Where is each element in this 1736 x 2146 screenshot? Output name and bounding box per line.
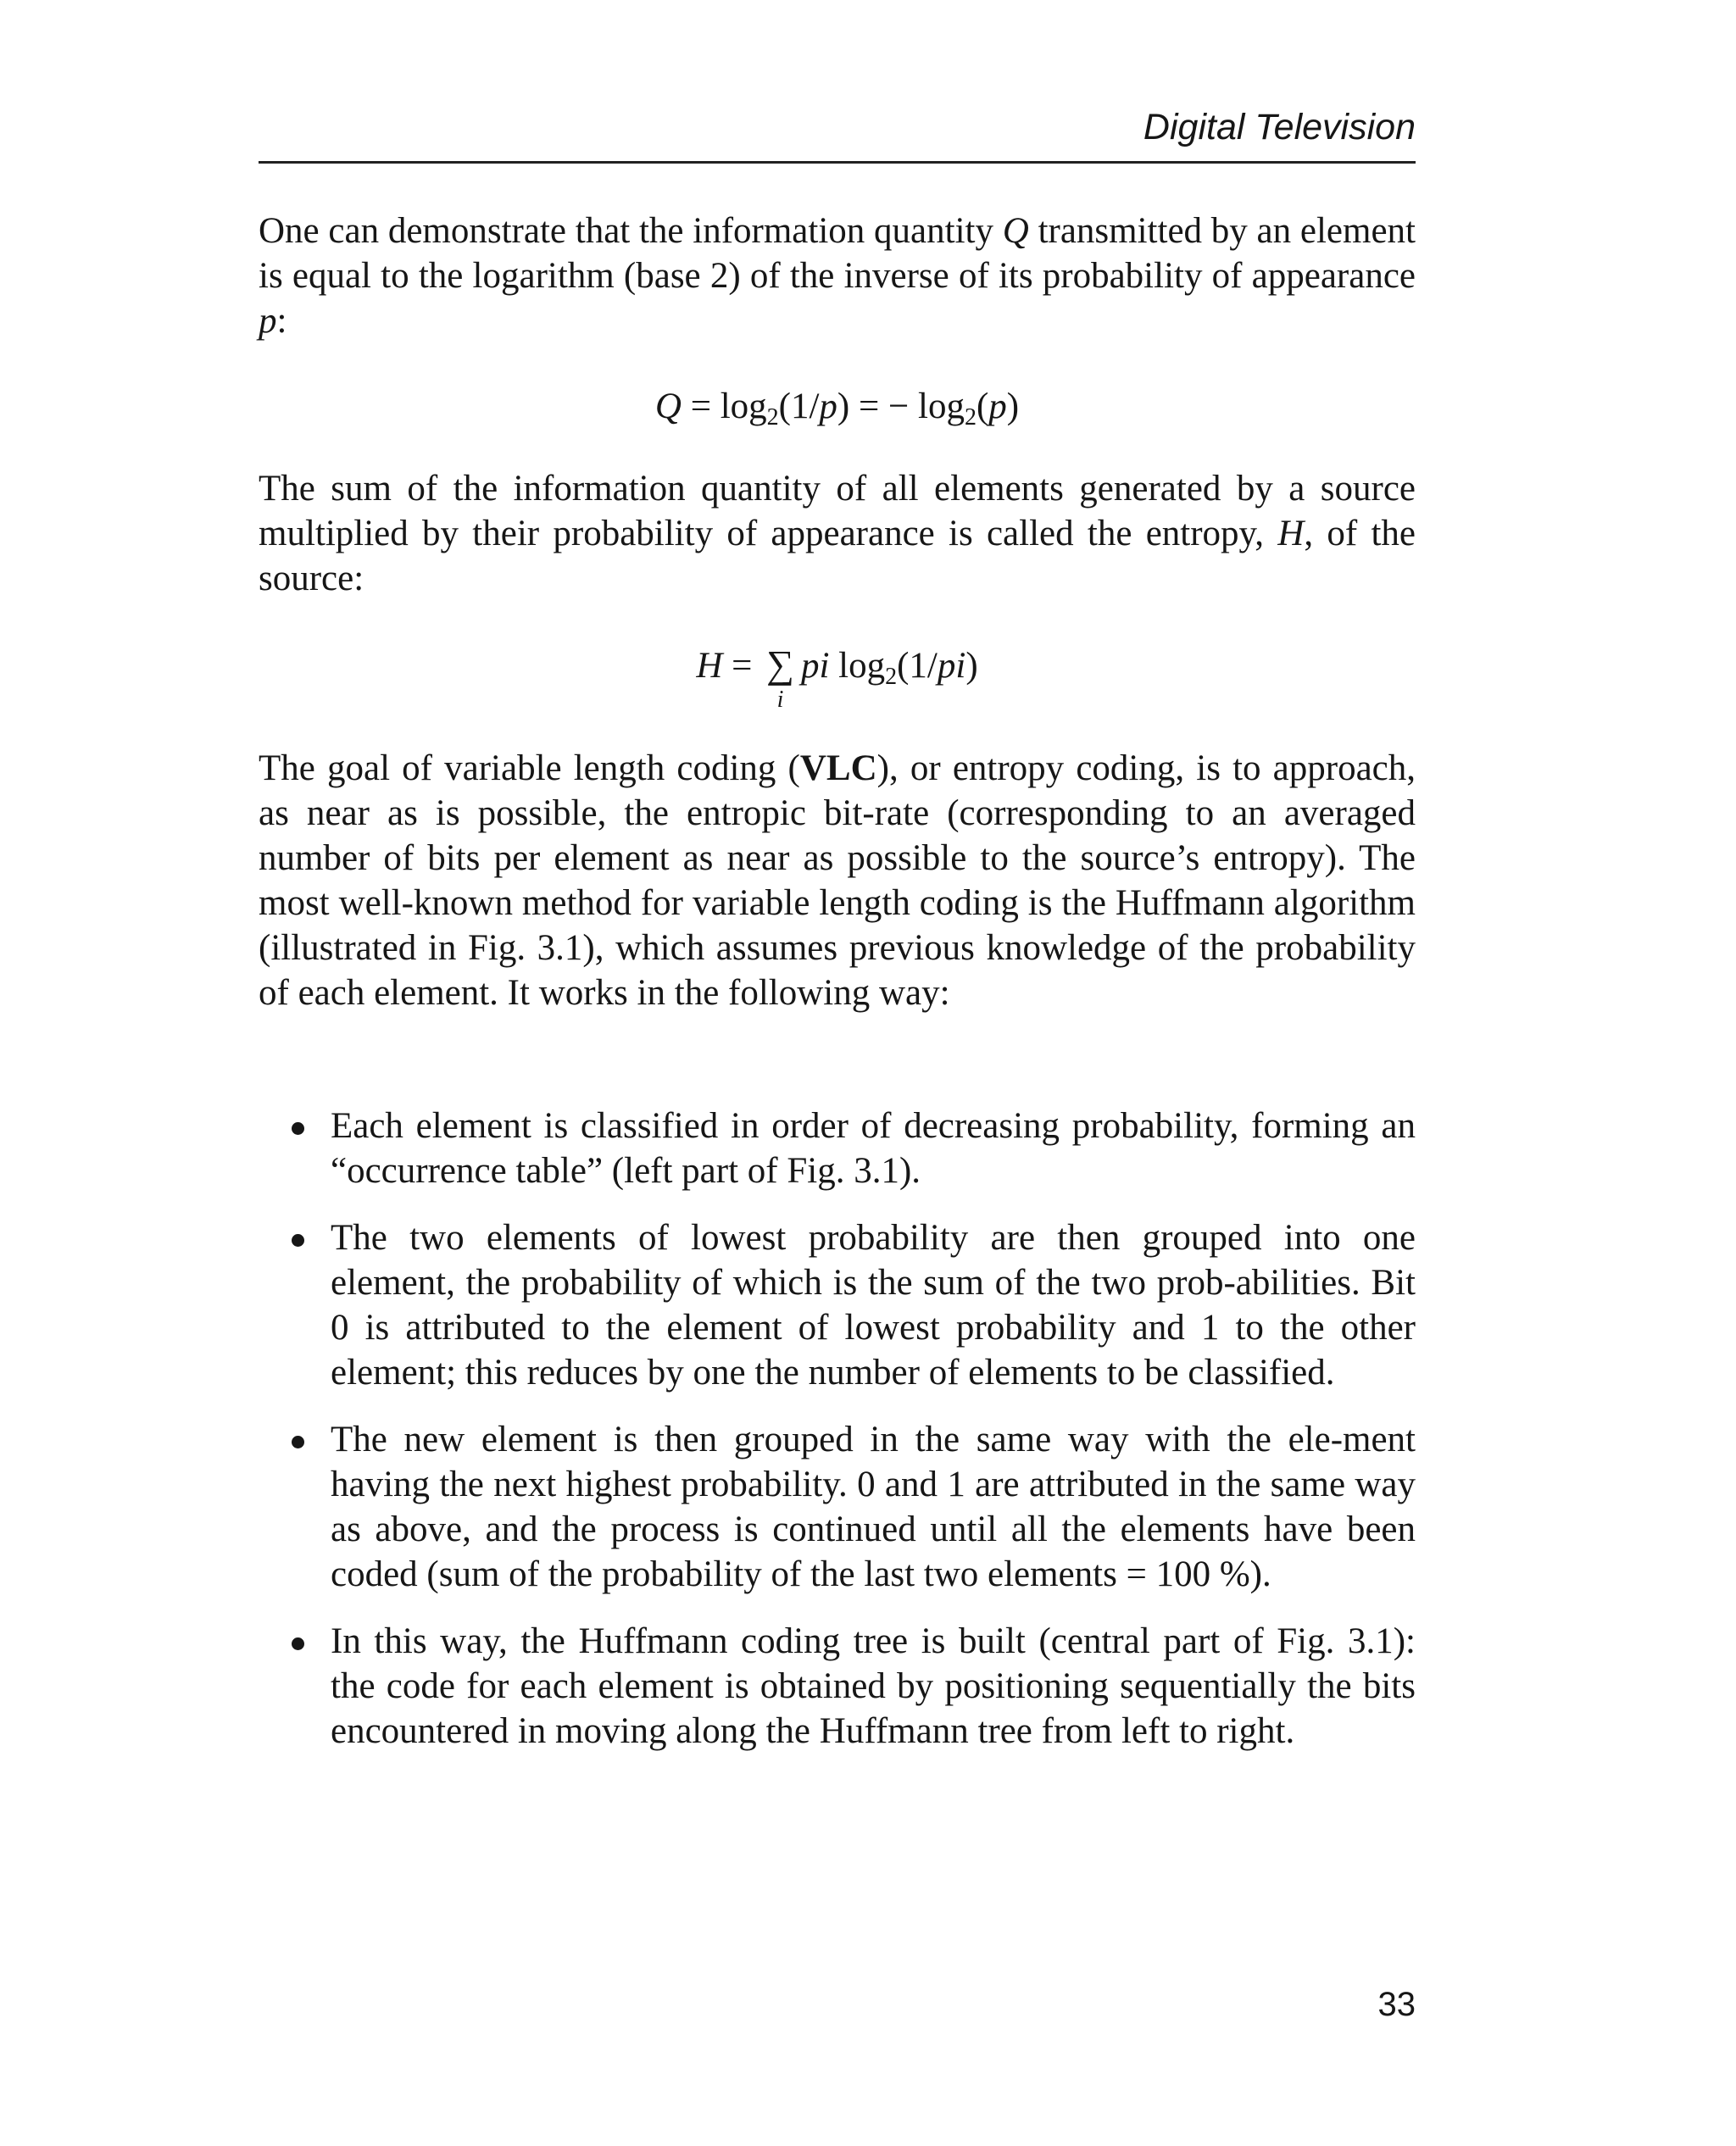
list-item-text: The two elements of lowest probability are then grouped into one element, the probability of which is the sum of the two prob-abilities. Bit 0 is attributed to the element of lowest probability and 1 to the other element; this reduces by one the number of elements to be classified.: [331, 1218, 1416, 1393]
paragraph-entropy: [259, 466, 1416, 601]
sum-index: i: [776, 687, 784, 713]
list-item: [288, 1619, 1416, 1754]
p1-text-c: :: [276, 301, 287, 341]
summation: [766, 641, 794, 713]
bullet-dot-icon: [292, 1436, 304, 1448]
eq2-lhs: H: [696, 646, 723, 686]
eq2-sub: 2: [885, 664, 898, 690]
p2-text-b: , of the source:: [259, 514, 1416, 598]
bullet-dot-icon: [292, 1637, 304, 1650]
h-symbol: H: [1277, 514, 1305, 553]
eq1-close: ): [1006, 386, 1020, 426]
list-item-text: In this way, the Huffmann coding tree is built (central part of Fig. 3.1): the code for each element is obtained by positioning sequentially the bits encountered in moving along the Huffmann tree from left to right.: [331, 1621, 1416, 1751]
equation-information-quantity: [259, 383, 1416, 431]
list-item: [288, 1215, 1416, 1395]
p1-text-b: transmitted by an element is equal to the logarithm (base 2) of the inverse of its probability of appearance: [259, 211, 1416, 296]
eq2-term-b: pi: [937, 646, 966, 686]
eq2-close: ): [965, 646, 978, 686]
list-item-text: The new element is then grouped in the same way with the ele-ment having the next highest probability. 0 and 1 are attributed in the same way as above, and the process is continued until all the elements have been coded (sum of the probability of the last two elements = 100 %).: [331, 1420, 1416, 1594]
eq1-p-b: p: [988, 386, 1007, 426]
p2-text-a: The sum of the information quantity of all elements generated by a source multiplied by their probability of appearance is called the entropy,: [259, 469, 1416, 553]
eq1-part-b: (1/: [778, 386, 820, 426]
eq1-open: (: [976, 386, 989, 426]
p-symbol: p: [259, 301, 277, 341]
sigma-symbol: ∑: [766, 642, 794, 686]
header-rule: [259, 161, 1416, 164]
p1-text-a: One can demonstrate that the information quantity: [259, 211, 1003, 251]
eq1-lhs: Q: [654, 386, 682, 426]
eq2-open: (1/: [897, 646, 938, 686]
list-item: [288, 1417, 1416, 1597]
page-number: 33: [1377, 1986, 1416, 2023]
list-item: [288, 1104, 1416, 1193]
p3-text-b: ), or entropy coding, is to approach, as near as is possible, the entropic bit-rate (corresponding to an averaged number of bits per element as near as possible to the source’s entropy). The most well-known method for variable length coding is the Huffmann algorithm (illustrated in Fig. 3.1), which assumes previous knowledge of the probability of each element. It works in the following way:: [259, 748, 1416, 1013]
eq1-sub-b: 2: [964, 404, 976, 431]
q-symbol: Q: [1002, 211, 1029, 251]
eq1-part-a: = log: [681, 386, 767, 426]
p3-text-a: The goal of variable length coding (: [259, 748, 800, 788]
running-head-title: Digital Television: [1143, 107, 1416, 147]
eq1-sub-a: 2: [766, 404, 779, 431]
paragraph-information-quantity: [259, 208, 1416, 343]
eq1-p-a: p: [819, 386, 837, 426]
paragraph-vlc: [259, 746, 1416, 1015]
eq2-log: log: [829, 646, 886, 686]
list-item-text: Each element is classified in order of decreasing probability, forming an “occurrence table” (left part of Fig. 3.1).: [331, 1106, 1416, 1191]
vlc-term: VLC: [799, 748, 877, 788]
eq2-term-a: pi: [800, 646, 830, 686]
huffmann-steps-list: [288, 1104, 1416, 1754]
eq2-equals: =: [722, 646, 762, 686]
equation-entropy: [259, 641, 1416, 713]
bullet-dot-icon: [292, 1234, 304, 1247]
bullet-dot-icon: [292, 1122, 304, 1135]
eq1-part-c: ) = − log: [837, 386, 965, 426]
